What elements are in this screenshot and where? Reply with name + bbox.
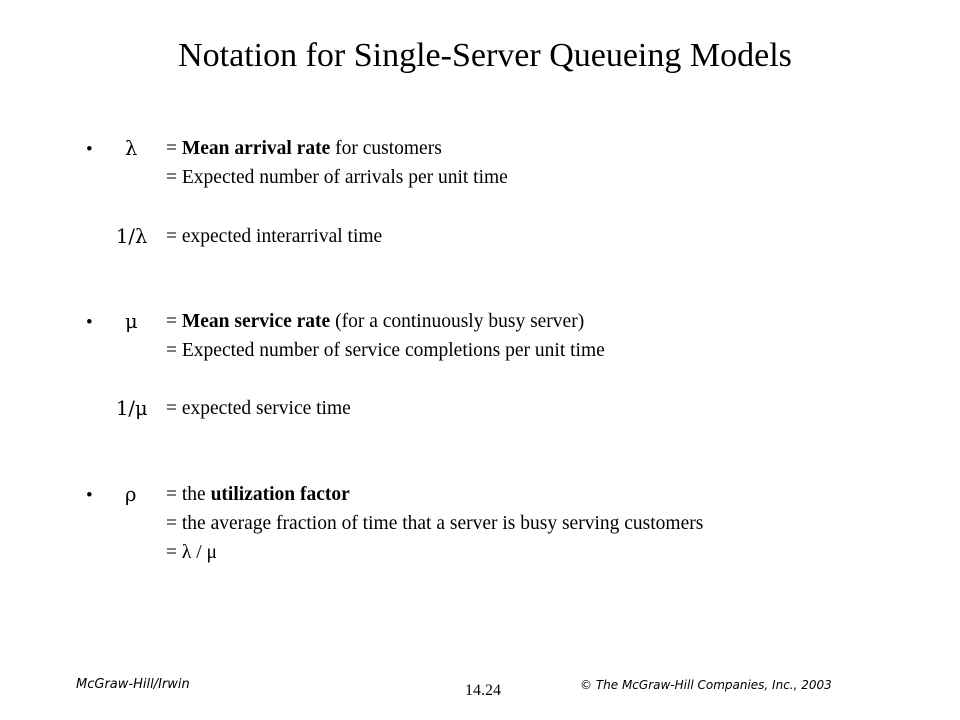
rho-formula: = λ / μ <box>166 542 217 563</box>
lambda-inverse-symbol: 1/λ <box>116 225 148 248</box>
lambda-term: Mean arrival rate <box>181 138 331 159</box>
lambda-inverse-text: = expected interarrival time <box>166 226 383 247</box>
lambda-definition: = Mean arrival rate for customers <box>166 138 442 159</box>
rho-definition: = the utilization factor <box>166 484 350 505</box>
rho-term: utilization factor <box>210 484 350 505</box>
mu-expected-line: = Expected number of service completions per unit time <box>166 340 605 361</box>
mu-symbol: μ <box>125 310 138 333</box>
mu-inverse-symbol: 1/μ <box>116 397 148 420</box>
mu-term: Mean service rate <box>181 311 331 332</box>
footer-copyright: © The McGraw-Hill Companies, Inc., 2003 <box>580 678 832 692</box>
bullet-rho: • <box>86 485 93 506</box>
mu-definition: = Mean service rate (for a continuously busy server) <box>166 311 585 332</box>
slide-title: Notation for Single-Server Queueing Models <box>178 37 792 74</box>
rho-average-line: = the average fraction of time that a server is busy serving customers <box>166 513 704 534</box>
bullet-mu: • <box>86 312 93 333</box>
mu-inverse-text: = expected service time <box>166 398 351 419</box>
footer-publisher: McGraw-Hill/Irwin <box>76 677 190 692</box>
rho-symbol: ρ <box>125 483 137 506</box>
footer-slide-number: 14.24 <box>465 682 501 699</box>
lambda-symbol: λ <box>125 137 138 160</box>
lambda-expected-line: = Expected number of arrivals per unit time <box>166 167 508 188</box>
bullet-lambda: • <box>86 139 93 160</box>
